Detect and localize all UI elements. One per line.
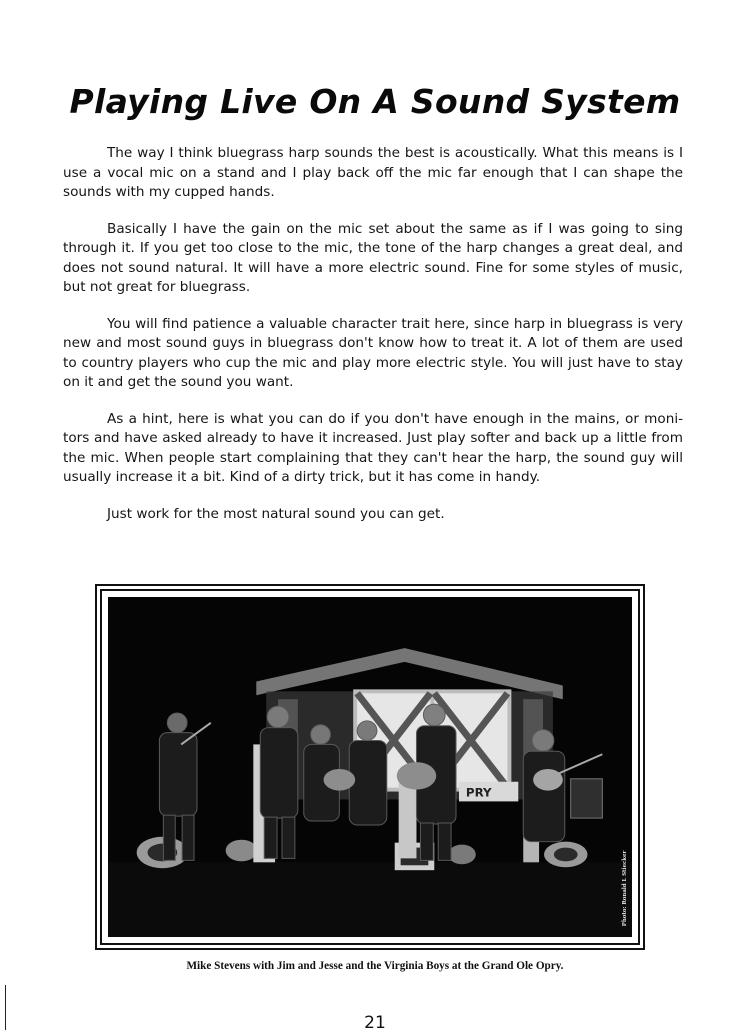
photo-frame [95, 584, 645, 950]
photo-inner-border [100, 589, 640, 945]
photo-credit: Photo: Ronald L Stiecker [622, 850, 629, 927]
paragraph: The way I think bluegrass harp sounds the best is acoustically. What this means is I use a vocal mic on a stand and I play back off the mic far enough that I can shape the sounds with my cupped hands. [63, 145, 683, 200]
paragraph: Just work for the most natural sound you can get. [107, 505, 445, 522]
page-title: Playing Live On A Sound System [69, 82, 681, 121]
photo-caption: Mike Stevens with Jim and Jesse and the Virginia Boys at the Grand Ole Opry. [186, 960, 564, 972]
page-number: 21 [364, 1013, 386, 1033]
paragraph: Basically I have the gain on the mic set about the same as if I was going to sing through it. If you get too close to the mic, the tone of the harp changes a great deal, and does not sound natural. It will have a more electric sound. Fine for some styles of music, but not great for bluegrass. [63, 220, 683, 295]
paragraph: You will find patience a valuable character trait here, since harp in bluegrass is very new and most sound guys in bluegrass don't know how to treat it. A lot of them are used to country players who cup the mic and play more electric style. You will just have to stay on it and get the sound you want. [63, 315, 683, 390]
banner-text: PRY [465, 785, 492, 800]
article-body [63, 144, 683, 541]
paragraph: As a hint, here is what you can do if you don't have enough in the mains, or moni-tors and have asked already to have it increased. Just play softer and back up a little from the mic. When people start complaining that they can't hear the harp, the sound guy will usually increase it a bit. Kind of a dirty trick, but it has come in handy. [63, 410, 683, 485]
stage-photo [108, 597, 632, 937]
